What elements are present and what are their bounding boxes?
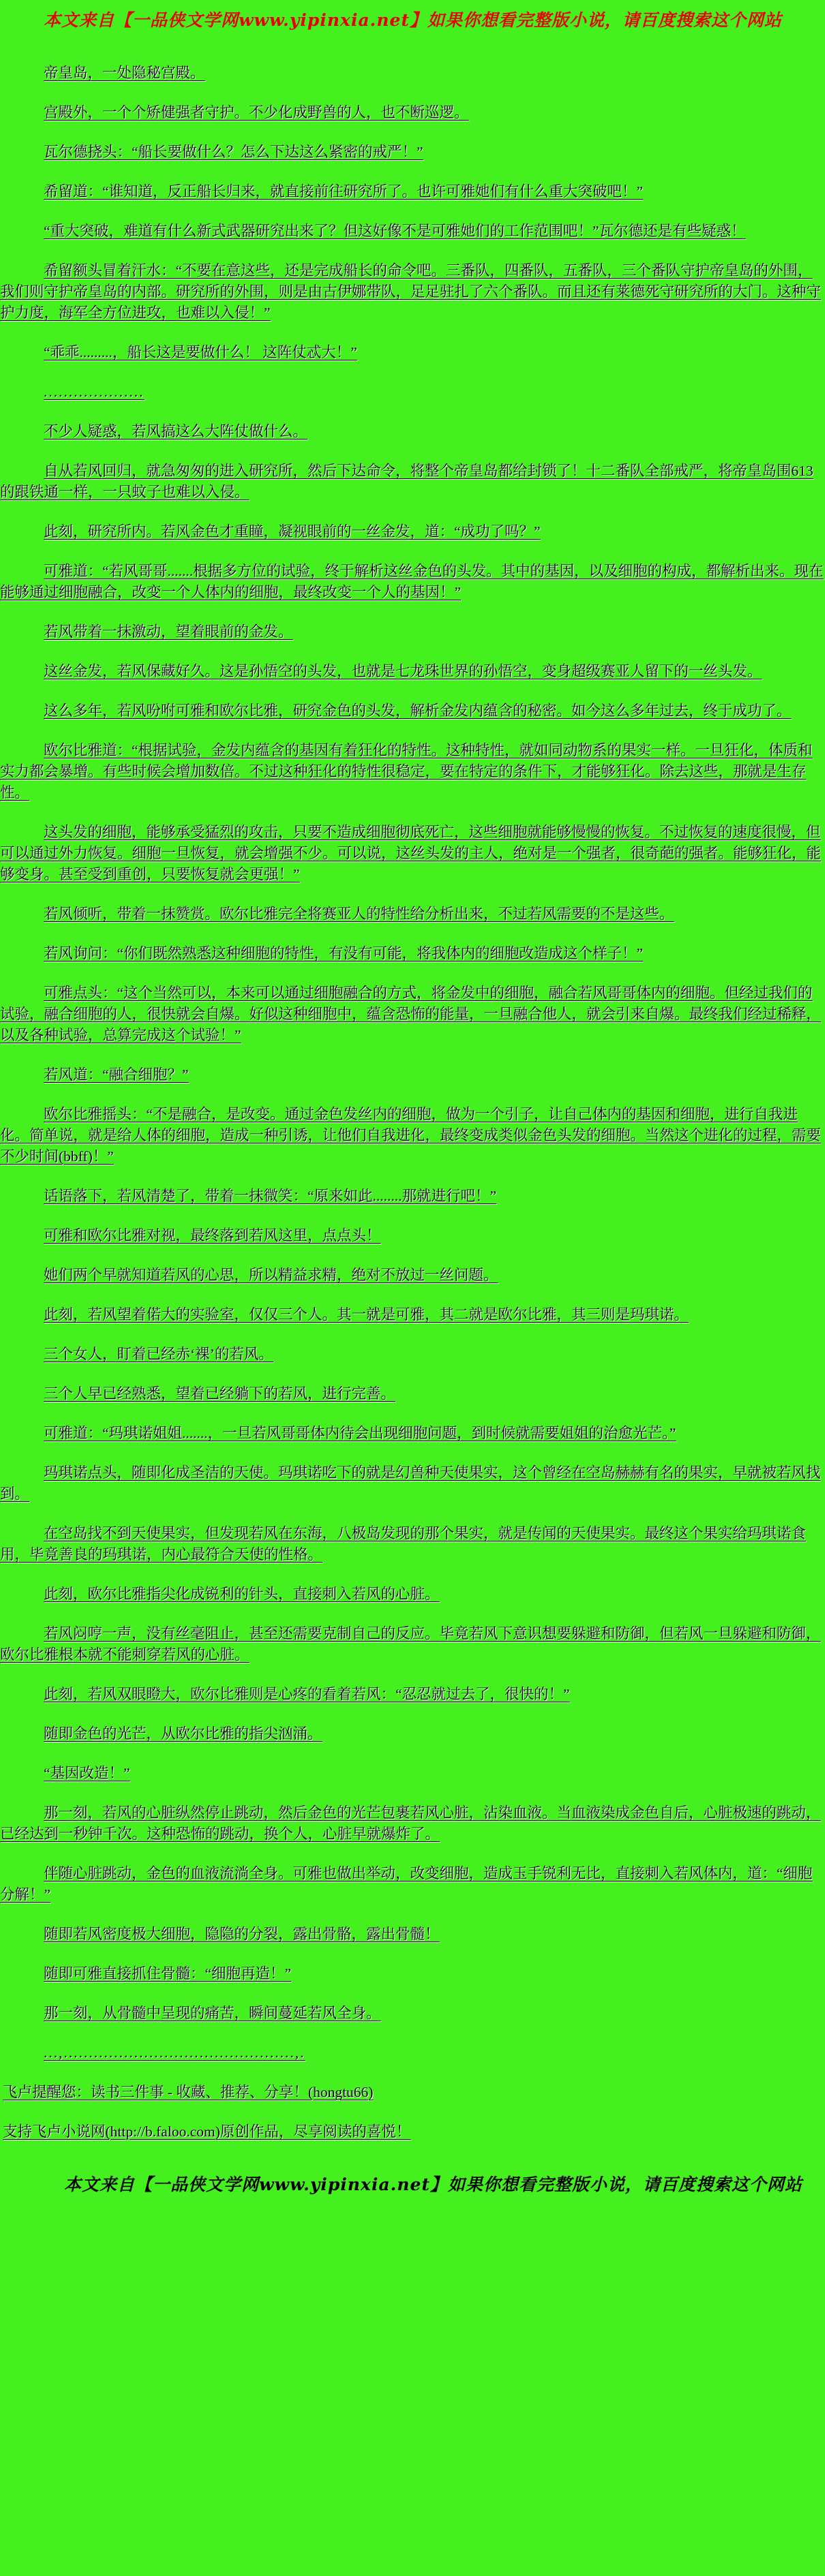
novel-paragraph: 不少人疑惑，若风搞这么大阵仗做什么。: [44, 423, 308, 440]
novel-paragraph: 可雅和欧尔比雅对视，最终落到若风这里，点点头！: [44, 1227, 381, 1244]
novel-paragraph: 伴随心脏跳动，金色的血液流淌全身。可雅也做出举动，改变细胞，造成玉手锐利无比，直接刺入若风体内，道：“细胞分解！”: [0, 1865, 813, 1903]
site-watermark-footer: 本文来自【一品侠文学网www.yipinxia.net】如果你想看完整版小说，请百度搜索这个网站: [64, 2175, 802, 2194]
novel-paragraph: 这丝金发，若风保藏好久。这是孙悟空的头发，也就是七龙珠世界的孙悟空，变身超级赛亚人留下的一丝头发。: [44, 663, 762, 679]
novel-paragraph: 随即金色的光芒，从欧尔比雅的指尖汹涌。: [44, 1726, 322, 1742]
novel-paragraph: 此刻，研究所内。若风金色才重瞳，凝视眼前的一丝金发，道：“成功了吗？”: [44, 523, 541, 540]
novel-paragraph: 这头发的细胞，能够承受猛烈的攻击，只要不造成细胞彻底死亡，这些细胞就能够慢慢的恢复。不过恢复的速度很慢，但可以通过外力恢复。细胞一旦恢复，就会增强不少。可以说，这丝头发的主人，绝对是一个强者，很奇葩的强者。能够狂化，能够变身。甚至受到重创，只要恢复就会更强！”: [0, 824, 822, 883]
novel-reader-page: [0, 7, 825, 2576]
novel-paragraph: 玛琪诺点头，随即化成圣洁的天使。玛琪诺吃下的就是幻兽种天使果实，这个曾经在空岛赫赫有名的果实，早就被若风找到。: [0, 1465, 821, 1502]
novel-paragraph: 瓦尔德挠头：“船长要做什么？怎么下达这么紧密的戒严！”: [44, 144, 423, 160]
faloo-reminder-line: 飞卢提醒您：读书三件事 - 收藏、推荐、分享！(hongtu66): [3, 2084, 374, 2100]
novel-paragraph: 若风闷哼一声，没有丝毫阻止，甚至还需要克制自己的反应。毕竟若风下意识想要躲避和防御，但若风一旦躲避和防御，欧尔比雅根本就不能刺穿若风的心脏。: [0, 1625, 821, 1663]
site-watermark-header: 本文来自【一品侠文学网www.yipinxia.net】如果你想看完整版小说，请百度搜索这个网站: [44, 10, 782, 30]
novel-paragraph: 可雅道：“玛琪诺姐姐.......，一旦若风哥哥体内待会出现细胞问题，到时候就需要姐姐的治愈光芒。”: [44, 1425, 676, 1441]
novel-paragraph: 可雅道：“若风哥哥.......根据多方位的试验，终于解析这丝金色的头发。其中的基因，以及细胞的构成，都解析出来。现在能够通过细胞融合，改变一个人体内的细胞，最终改变一个人的基因！”: [0, 563, 824, 600]
novel-paragraph: 若风询问：“你们既然熟悉这种细胞的特性，有没有可能，将我体内的细胞改造成这个样子！”: [44, 945, 644, 962]
novel-paragraph: “重大突破，难道有什么新式武器研究出来了？但这好像不是可雅她们的工作范围吧！”瓦尔德还是有些疑惑！: [44, 223, 746, 239]
novel-content: [0, 63, 825, 2064]
novel-paragraph: 希留道：“谁知道，反正船长归来，就直接前往研究所了。也许可雅她们有什么重大突破吧！”: [44, 183, 644, 200]
novel-paragraph: 此刻，若风望着偌大的实验室，仅仅三个人。其一就是可雅，其二就是欧尔比雅，其三则是玛琪诺。: [44, 1306, 689, 1323]
novel-paragraph: 此刻，若风双眼瞪大，欧尔比雅则是心疼的看着若风：“忍忍就过去了，很快的！”: [44, 1686, 570, 1702]
novel-paragraph: 三个人早已经熟悉，望着已经躺下的若风，进行完善。: [44, 1385, 396, 1402]
novel-paragraph: 那一刻，从骨髓中呈现的痛苦，瞬间蔓延若风全身。: [44, 2005, 381, 2021]
novel-paragraph: 帝皇岛，一处隐秘宫殿。: [44, 65, 205, 81]
novel-paragraph: 那一刻，若风的心脏纵然停止跳动，然后金色的光芒包裹若风心脏，沾染血液。当血液染成金色自后，心脏极速的跳动，已经达到一秒钟千次。这种恐怖的跳动，换个人，心脏早就爆炸了。: [0, 1805, 821, 1842]
novel-paragraph: 此刻，欧尔比雅指尖化成锐利的针头，直接刺入若风的心脏。: [44, 1586, 440, 1602]
novel-paragraph: 她们两个早就知道若风的心思，所以精益求精，绝对不放过一丝问题。: [44, 1267, 498, 1283]
novel-paragraph: 话语落下，若风清楚了，带着一抹微笑：“原来如此........那就进行吧！”: [44, 1188, 497, 1204]
promo-section: [0, 2082, 825, 2143]
faloo-support-line: 支持飞卢小说网(http://b.faloo.com)原创作品，尽享阅读的喜悦！: [3, 2123, 411, 2140]
novel-paragraph: ....................: [44, 384, 145, 400]
novel-paragraph: ...,..............................................,.: [44, 2044, 305, 2061]
novel-paragraph: 欧尔比雅摇头：“不是融合，是改变。通过金色发丝内的细胞，做为一个引子，让自己体内的基因和细胞，进行自我进化。简单说，就是给人体的细胞，造成一种引诱，让他们自我进化，最终变成类似金色头发的细胞。当然这个进化的过程，需要不少时间(bbff)！”: [0, 1106, 822, 1165]
novel-paragraph: 这么多年，若风吩咐可雅和欧尔比雅，研究金色的头发，解析金发内蕴含的秘密。如今这么多年过去，终于成功了。: [44, 703, 792, 719]
novel-paragraph: “乖乖.........，船长这是要做什么！ 这阵仗忒大！”: [44, 344, 357, 361]
novel-paragraph: 希留额头冒着汗水：“不要在意这些，还是完成船长的命令吧。三番队，四番队，五番队，三个番队守护帝皇岛的外围，我们则守护帝皇岛的内部。研究所的外围，则是由古伊娜带队，足足驻扎了六个番队。而且还有莱德死守研究所的大门。这种守护力度，海军全方位进攻，也难以入侵！”: [0, 262, 822, 321]
novel-paragraph: 若风倾听，带着一抹赞赏。欧尔比雅完全将赛亚人的特性给分析出来，不过若风需要的不是这些。: [44, 906, 674, 922]
novel-paragraph: 宫殿外，一个个矫健强者守护。不少化成野兽的人，也不断巡逻。: [44, 104, 469, 121]
novel-paragraph: 可雅点头：“这个当然可以，本来可以通过细胞融合的方式，将金发中的细胞，融合若风哥哥体内的细胞。但经过我们的试验，融合细胞的人，很快就会自爆。好似这种细胞中，蕴含恐怖的能量，一旦融合他人，就会引来自爆。最终我们经过稀释，以及各种试验，总算完成这个试验！”: [0, 985, 822, 1043]
novel-paragraph: 欧尔比雅道：“根据试验，金发内蕴含的基因有着狂化的特性。这种特性，就如同动物系的果实一样。一旦狂化，体质和实力都会暴增。有些时候会增加数倍。不过这种狂化的特性很稳定，要在特定的条件下，才能够狂化。除去这些，那就是生存性。: [0, 742, 813, 801]
novel-paragraph: 若风带着一抹激动，望着眼前的金发。: [44, 624, 293, 640]
novel-paragraph: 三个女人，盯着已经赤‘裸’的若风。: [44, 1346, 273, 1362]
novel-paragraph: 自从若风回归，就急匆匆的进入研究所，然后下达命令，将整个帝皇岛都给封锁了！十二番队全部戒严，将帝皇岛围613的跟铁通一样，一只蚊子也难以入侵。: [0, 463, 813, 500]
novel-paragraph: “基因改造！”: [44, 1765, 130, 1781]
novel-paragraph: 若风道：“融合细胞？”: [44, 1067, 189, 1083]
novel-paragraph: 在空岛找不到天使果实，但发现若风在东海，八极岛发现的那个果实，就是传闻的天使果实。最终这个果实给玛琪诺食用，毕竟善良的玛琪诺，内心最符合天使的性格。: [0, 1525, 807, 1563]
novel-paragraph: 随即可雅直接抓住骨髓：“细胞再造！”: [44, 1965, 292, 1982]
novel-paragraph: 随即若风密度极大细胞，隐隐的分裂，露出骨骼，露出骨髓！: [44, 1926, 440, 1942]
